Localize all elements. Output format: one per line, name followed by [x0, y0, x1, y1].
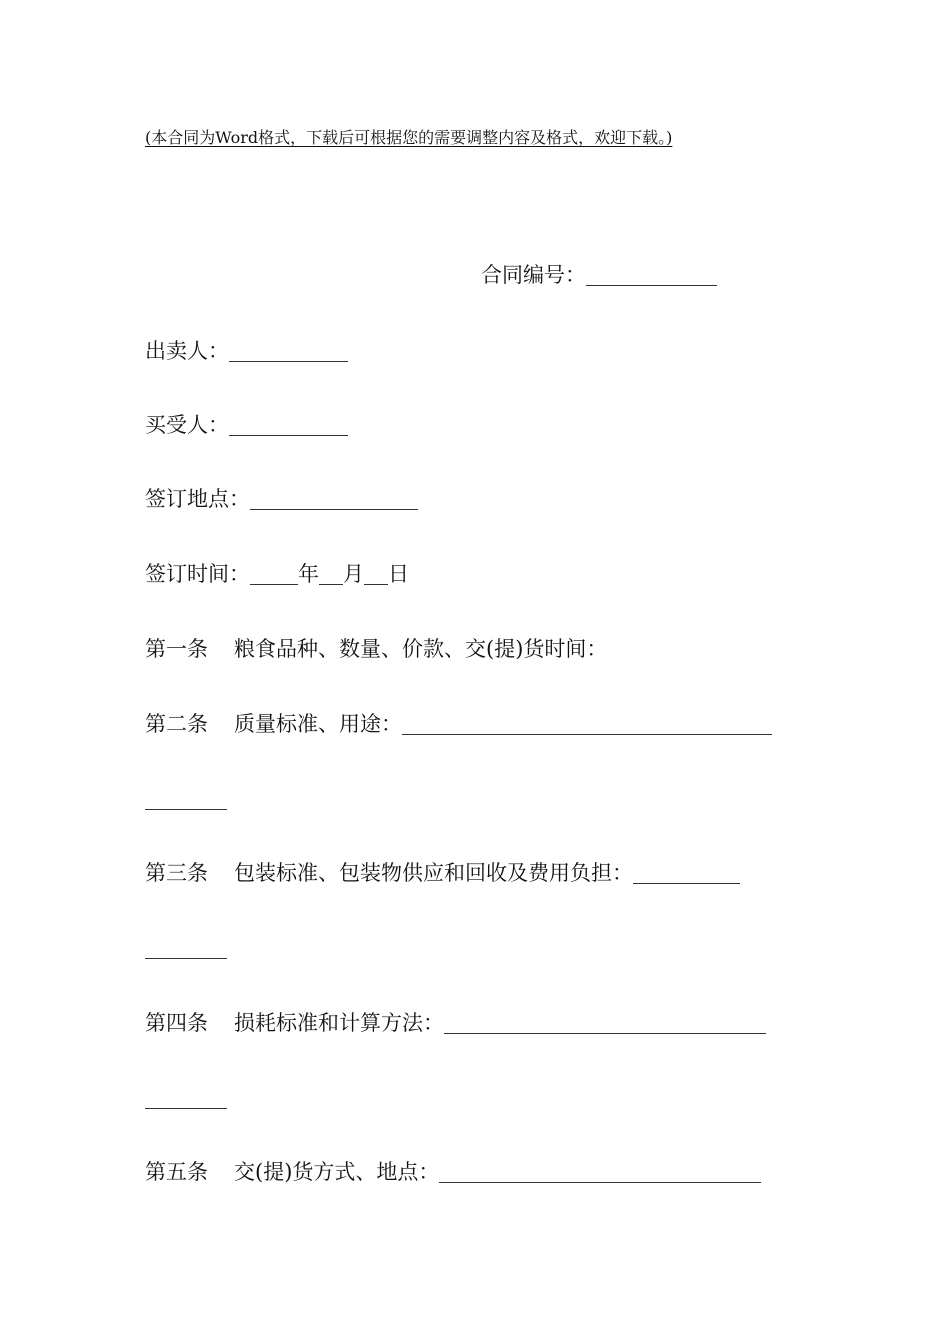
article-4-title: 损耗标准和计算方法：	[234, 1011, 444, 1035]
day-label: 日	[388, 562, 409, 586]
sign-place-line	[145, 484, 418, 514]
article-4-number: 第四条	[145, 1011, 208, 1035]
year-label: 年	[298, 562, 319, 586]
article-3-blank[interactable]	[633, 861, 740, 884]
article-1-number: 第一条	[145, 637, 208, 661]
contract-number-blank[interactable]	[586, 263, 717, 286]
article-4-blank[interactable]	[444, 1011, 766, 1034]
article-3-line	[145, 858, 740, 888]
article-5-line	[145, 1157, 761, 1187]
article-1-title: 粮食品种、数量、价款、交(提)货时间：	[234, 637, 608, 661]
buyer-blank[interactable]	[229, 413, 348, 436]
sign-time-line	[145, 559, 409, 589]
article-4-blank-continued[interactable]	[145, 1108, 227, 1109]
article-5-title: 交(提)货方式、地点：	[234, 1160, 440, 1184]
article-2-blank[interactable]	[402, 712, 772, 735]
article-2-line	[145, 709, 772, 739]
sign-place-blank[interactable]	[250, 487, 418, 510]
month-label: 月	[343, 562, 364, 586]
article-3-title: 包装标准、包装物供应和回收及费用负担：	[234, 861, 633, 885]
seller-blank[interactable]	[229, 339, 348, 362]
sign-place-label: 签订地点：	[145, 487, 250, 511]
month-blank[interactable]	[319, 562, 343, 585]
article-2-title: 质量标准、用途：	[234, 712, 402, 736]
contract-number-label: 合同编号：	[481, 263, 586, 287]
seller-line	[145, 336, 348, 366]
buyer-label: 买受人：	[145, 413, 229, 437]
day-blank[interactable]	[364, 562, 388, 585]
article-5-blank[interactable]	[439, 1160, 761, 1183]
contract-number-line	[481, 260, 717, 290]
article-1-line	[145, 634, 607, 664]
sign-time-label: 签订时间：	[145, 562, 250, 586]
notice-text: (本合同为Word格式，下载后可根据您的需要调整内容及格式，欢迎下载。)	[145, 128, 673, 147]
seller-label: 出卖人：	[145, 339, 229, 363]
article-3-number: 第三条	[145, 861, 208, 885]
article-3-blank-continued[interactable]	[145, 958, 227, 959]
year-blank[interactable]	[250, 562, 298, 585]
article-2-number: 第二条	[145, 712, 208, 736]
article-5-number: 第五条	[145, 1160, 208, 1184]
article-2-blank-continued[interactable]	[145, 809, 227, 810]
buyer-line	[145, 410, 348, 440]
article-4-line	[145, 1008, 766, 1038]
